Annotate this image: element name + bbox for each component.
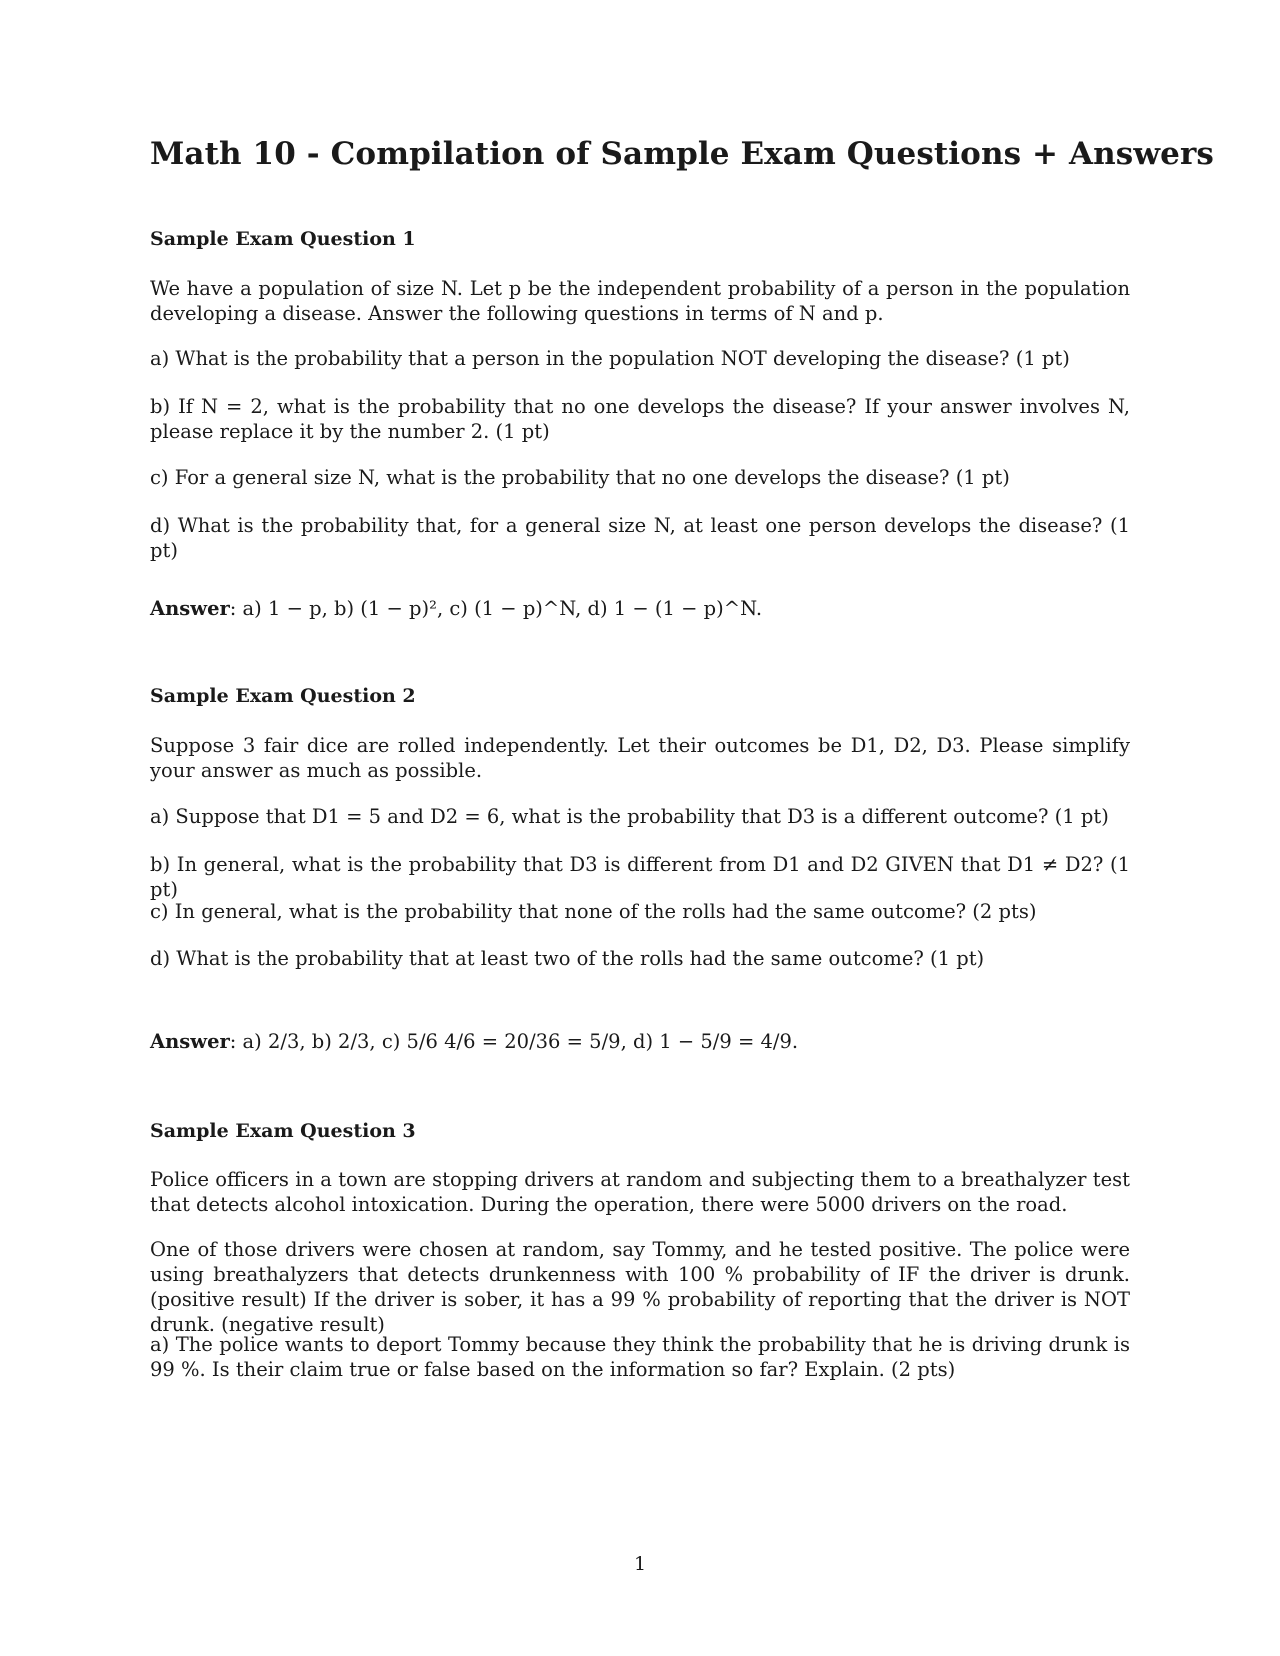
q2-part-c: c) In general, what is the probability that none of the rolls had the same outcome? (2 pts) <box>150 900 1037 923</box>
q1-heading: Sample Exam Question 1 <box>150 228 416 250</box>
q2-heading: Sample Exam Question 2 <box>150 685 416 707</box>
q1-part-a: a) What is the probability that a person in the population NOT developing the disease? (1 pt) <box>150 347 1070 370</box>
q1-answer: Answer: a) 1 − p, b) (1 − p)², c) (1 − p)^N, d) 1 − (1 − p)^N. <box>150 597 763 620</box>
q3-paragraph-1: Police officers in a town are stopping drivers at random and subjecting them to a breathalyzer test that detects alcohol intoxication. During the operation, there were 5000 drivers on the road. <box>150 1168 1130 1216</box>
q2-part-a: a) Suppose that D1 = 5 and D2 = 6, what is the probability that D3 is a different outcome? (1 pt) <box>150 805 1109 828</box>
page-title: Math 10 - Compilation of Sample Exam Questions + Answers <box>150 136 1214 172</box>
q3-part-a: a) The police wants to deport Tommy because they think the probability that he is driving drunk is 99 %. Is their claim true or false based on the information so far? Explain. (2 pts) <box>150 1333 1130 1381</box>
q1-intro: We have a population of size N. Let p be the independent probability of a person in the population developing a disease. Answer the following questions in terms of N and p. <box>150 277 1130 325</box>
page-number: 1 <box>633 1553 647 1575</box>
q2-intro: Suppose 3 fair dice are rolled independently. Let their outcomes be D1, D2, D3. Please simplify your answer as much as possible. <box>150 734 1130 782</box>
q1-part-b: b) If N = 2, what is the probability that no one develops the disease? If your answer involves N, please replace it by the number 2. (1 pt) <box>150 395 1130 443</box>
q1-part-c: c) For a general size N, what is the probability that no one develops the disease? (1 pt) <box>150 466 1010 489</box>
q1-answer-text: a) 1 − p, b) (1 − p)², c) (1 − p)^N, d) 1 − (1 − p)^N. <box>242 597 763 620</box>
q2-answer-text: a) 2/3, b) 2/3, c) 5/6 4/6 = 20/36 = 5/9, d) 1 − 5/9 = 4/9. <box>242 1030 799 1053</box>
q1-answer-label: Answer <box>150 597 230 620</box>
q2-part-d: d) What is the probability that at least two of the rolls had the same outcome? (1 pt) <box>150 947 985 970</box>
q3-paragraph-2: One of those drivers were chosen at random, say Tommy, and he tested positive. The police were using breathalyzers that detects drunkenness with 100 % probability of IF the driver is drunk. (positive result) If the driver is sober, it has a 99 % probability of reporting that the driver is NOT drunk. (negative result) <box>150 1238 1130 1336</box>
q2-answer-label: Answer <box>150 1030 230 1053</box>
q2-answer: Answer: a) 2/3, b) 2/3, c) 5/6 4/6 = 20/36 = 5/9, d) 1 − 5/9 = 4/9. <box>150 1030 799 1053</box>
q3-heading: Sample Exam Question 3 <box>150 1120 416 1142</box>
q1-part-d: d) What is the probability that, for a general size N, at least one person develops the disease? (1 pt) <box>150 514 1130 562</box>
q2-part-b: b) In general, what is the probability that D3 is different from D1 and D2 GIVEN that D1 ≠ D2? (1 pt) <box>150 853 1130 901</box>
